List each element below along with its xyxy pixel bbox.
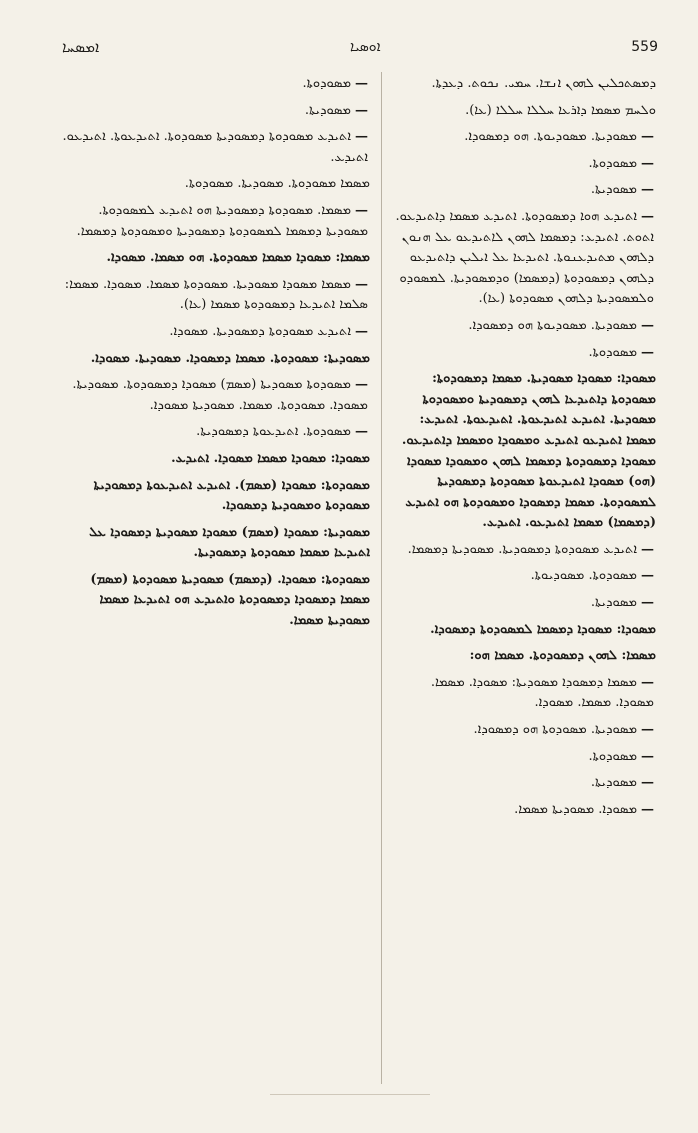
dictionary-entry bbox=[394, 720, 656, 741]
dictionary-entry bbox=[394, 620, 656, 641]
dictionary-entry bbox=[394, 74, 656, 95]
entry-text: ܡܣܘܕܘܬܐ. ܡܣܘܕܝܘܬܐ. bbox=[530, 568, 637, 584]
entry-text: ܡܣܘܕܘܬܐ. bbox=[588, 344, 637, 360]
entry-text: ܘܠܚܡ ܡܣܡܐ ܕܐܪܥܐ ܚܠܠܐ ܚܠܠܐ (ܥܐ). bbox=[465, 102, 656, 118]
entry-dash: — bbox=[641, 748, 654, 764]
entry-dash: — bbox=[355, 323, 368, 339]
dictionary-entry bbox=[394, 101, 656, 122]
entry-text: ܡܣܘܕܐ: ܡܣܘܕܐ ܕܡܣܡܐ ܠܡܣܘܕܘܬܐ ܕܡܣܘܕܐ. bbox=[430, 621, 656, 637]
entry-text: ܡܣܡܐ ܡܣܘܕܘܬܐ. ܡܣܘܕܝܬܐ. ܡܣܘܕܘܬܐ. bbox=[184, 176, 370, 192]
entry-dash: — bbox=[355, 76, 368, 91]
entry-text: ܡܣܘܕܝܬܐ. bbox=[590, 595, 637, 611]
dictionary-entry bbox=[394, 316, 656, 337]
dictionary-entry bbox=[394, 154, 656, 175]
entry-text: ܡܣܡܐ ܕܡܣܘܕܐ ܡܣܘܕܝܬܐ: ܡܣܘܕܐ. ܡܣܡܐ. ܡܣܘܕܐ. ܡܣܡܐ. ܡܣܘܕܐ. bbox=[430, 674, 654, 711]
dictionary-entry bbox=[62, 322, 370, 343]
dictionary-entry bbox=[394, 369, 656, 534]
entry-text: ܕܡܣܬܟܠܝܢ ܠܗܘܢ ܐܢܫܐ. ܚܡܝ. ܢܟܘܬ. ܕܥܕܬܐ. bbox=[431, 76, 656, 91]
entry-text: ܡܣܘܕܝܬܐ. ܡܣܘܕܝܘܬܐ ܗܘ ܕܡܣܘܕܐ. bbox=[468, 317, 637, 333]
entry-text: ܡܣܘܕܘܬܐ: ܡܣܘܕܐ (ܡܣܡ). ܐܬܝܕܥ ܐܬܝܕܥܘܬܐ ܕܡܣܘܕܝܬܐ ܡܣܘܕܘܬܐ ܘܡܣܘܕܝܬܐ ܕܡܣܘܕܐ. bbox=[93, 477, 370, 514]
dictionary-entry bbox=[394, 540, 656, 561]
entry-dash: — bbox=[641, 182, 654, 198]
entry-dash: — bbox=[641, 775, 654, 791]
entry-text: ܐܬܝܕܥ ܡܣܘܕܘܬܐ ܕܡܣܘܕܝܬܐ. ܡܣܘܕܝܬܐ ܕܡܣܡܐ. bbox=[407, 541, 637, 557]
entry-text: ܡܣܘܕܝܬܐ: ܡܣܘܕܐ (ܡܣܡ) ܡܣܘܕܐ ܡܣܘܕܝܬܐ ܕܡܣܘܕܐ ܥܠ ܐܬܝܕܥܐ ܡܣܡܐ ܡܣܘܕܘܬܐ ܕܡܣܘܕܝܬܐ. bbox=[89, 524, 370, 561]
dictionary-entry bbox=[394, 800, 656, 821]
entry-text: ܐܬܝܕܥ ܡܣܘܕܘܬܐ ܕܡܣܘܕܝܬܐ ܡܣܘܕܘܬܐ. ܐܬܝܕܥܘܬܐ. ܐܬܝܕܥܘ. ܐܬܝܕܥ. bbox=[62, 129, 368, 165]
entry-dash: — bbox=[355, 129, 368, 145]
entry-text: ܡܣܘܕܝܬܐ. bbox=[304, 102, 351, 118]
dictionary-entry bbox=[394, 773, 656, 794]
entry-text: ܡܣܘܕܝܬܐ: ܡܣܘܕܘܬܐ. ܡܣܡܐ ܕܡܣܘܕܐ. ܡܣܘܕܝܬܐ. ܡܣܘܕܐ. bbox=[90, 350, 370, 366]
entry-text: ܡܣܘܕܐ: ܡܣܘܕܐ ܡܣܡܐ ܡܣܘܕܐ. ܐܬܝܕܥ. bbox=[171, 450, 370, 466]
entry-dash: — bbox=[355, 202, 368, 218]
dictionary-entry bbox=[62, 127, 370, 168]
entry-dash: — bbox=[641, 722, 654, 738]
entry-text: ܡܣܘܕܝܬܐ. ܡܣܘܕܘܬܐ ܗܘ ܕܡܣܘܕܐ. bbox=[473, 722, 637, 738]
entry-text: ܡܣܡܐ: ܠܗܘܢ ܕܡܣܘܕܘܬܐ. ܡܣܡܐ ܗܘ: bbox=[469, 648, 656, 664]
entry-dash: — bbox=[641, 317, 654, 333]
entry-text: ܡܣܘܕܘܬܐ. bbox=[588, 155, 637, 171]
page-number: 559 bbox=[631, 39, 658, 55]
entry-dash: — bbox=[641, 208, 654, 224]
entry-dash: — bbox=[641, 674, 654, 690]
dictionary-entry bbox=[62, 174, 370, 195]
entry-dash: — bbox=[641, 568, 654, 584]
entry-text: ܡܣܘܕܐ. ܡܣܘܕܝܬܐ ܡܣܡܐ. bbox=[514, 801, 637, 817]
dictionary-entry bbox=[394, 127, 656, 148]
entry-dash: — bbox=[641, 344, 654, 360]
dictionary-entry bbox=[394, 673, 656, 714]
footer-rule bbox=[270, 1094, 430, 1095]
entry-text: ܡܣܘܕܘܬܐ: ܡܣܘܕܐ. (ܕܡܣܡ) ܡܣܘܕܝܬܐ ܡܣܘܕܘܬܐ (ܡܣܡ) ܡܣܡܐ ܕܡܣܘܕܐ ܕܡܣܘܕܘܬܐ ܘܐܬܝܕܥ ܗܘ ܐܬܝܕܥܐ ܡܣܡܐ ܡܣܘܕܝܬܐ ܡܣܡܐ. bbox=[90, 571, 370, 629]
dictionary-entry bbox=[394, 207, 656, 310]
header-center-word: ܐܘܣܝܐ bbox=[349, 39, 381, 55]
entry-text: ܡܣܘܕܘܬܐ. ܐܬܝܕܥܘܬܐ ܕܡܣܘܕܝܬܐ. bbox=[196, 424, 351, 440]
entry-dash: — bbox=[641, 801, 654, 817]
dictionary-entry bbox=[394, 747, 656, 768]
right-column bbox=[394, 74, 656, 826]
entry-text: ܐܬܝܕܥ ܗܘܐ ܕܡܣܘܕܘܬܐ. ܐܬܝܕܥ ܡܣܡܐ ܕܐܬܝܕܥܘ. ܐܬܘܬ. ܐܬܝܕܥ: ܕܡܣܡܐ ܠܗܘܢ ܠܐܬܝܕܥܘ ܥܠ ܗܢܘܢ ܕܠܗܘܢ ܡܬܝܕܥܢܘܬܐ. ܐܬܝܕܥܐ ܥܠ ܐܝܠܝܢ ܕܐܬܝܕܥܘ ܕܠܗܘܢ ܕܡܣܘܕܘܬܐ (ܕܡܣܡܐ) ܘܕܡܣܘܕܝܬܐ. ܠܡܣܘܕܘ ܘܠܡܣܘܕܝܬܐ ܕܠܗܘܢ ܡܣܘܕܘܬܐ (ܥܐ). bbox=[395, 208, 654, 307]
header-left-word: ܐܡܣܚܐ bbox=[62, 38, 100, 56]
dictionary-entry bbox=[394, 566, 656, 587]
entry-dash: — bbox=[641, 155, 654, 171]
dictionary-entry bbox=[394, 180, 656, 201]
entry-dash: — bbox=[641, 595, 654, 611]
entry-dash: — bbox=[355, 377, 368, 393]
entry-dash: — bbox=[641, 541, 654, 557]
running-header bbox=[62, 36, 658, 58]
entry-text: ܡܣܘܕܘܬܐ ܡܣܘܕܝܬܐ (ܡܣܡ) ܡܣܘܕܐ ܕܡܣܘܕܘܬܐ. ܡܣܘܕܝܬܐ. ܡܣܘܕܐ. ܡܣܘܕܘܬܐ. ܡܣܡܐ. ܡܣܘܕܝܬܐ ܡܣܘܕܐ. bbox=[72, 377, 368, 413]
dictionary-entry bbox=[394, 343, 656, 364]
entry-text: ܡܣܡܐ: ܡܣܘܕܐ ܡܣܡܐ ܡܣܘܕܘܬܐ. ܗܘ ܡܣܡܐ. ܡܣܘܕܐ. bbox=[106, 250, 370, 266]
entry-text: ܡܣܘܕܝܬܐ. ܡܣܘܕܝܘܬܐ. ܗܘ ܕܡܣܘܕܐ. bbox=[464, 129, 637, 145]
dictionary-entry bbox=[62, 349, 370, 370]
dictionary-entry bbox=[394, 646, 656, 667]
entry-text: ܡܣܘܕܘܬܐ. bbox=[302, 76, 351, 91]
dictionary-entry bbox=[62, 375, 370, 416]
column-divider bbox=[381, 72, 382, 1084]
dictionary-entry bbox=[62, 449, 370, 470]
entry-text: ܡܣܡܐ ܡܣܘܕܐ ܡܣܘܕܝܬܐ. ܡܣܘܕܘܬܐ ܡܣܡܐ. ܡܣܘܕܐ. ܡܣܡܐ: ܣܠܡܐ ܐܬܝܕܥܐ ܕܡܣܘܕܘܬܐ ܡܣܡܐ (ܥܐ). bbox=[64, 276, 368, 313]
entry-text: ܡܣܘܕܝܬܐ. bbox=[590, 775, 637, 791]
dictionary-entry bbox=[62, 523, 370, 564]
entry-text: ܡܣܡܐ. ܡܣܘܕܘܬܐ ܕܡܣܘܕܝܬܐ ܗܘ ܐܬܝܕܥ ܠܡܣܘܕܘܬܐ. ܡܣܘܕܝܬܐ ܕܡܣܡܐ ܠܡܣܘܕܘܬܐ ܕܡܣܘܕܝܬܐ ܘܡܣܘܕܘܬܐ ܕܡܣܡܐ. bbox=[76, 202, 368, 239]
entry-dash: — bbox=[355, 102, 368, 118]
entry-text: ܡܣܘܕܐ: ܡܣܘܕܐ ܡܣܘܕܝܬܐ. ܡܣܡܐ ܕܡܣܘܕܘܬܐ: ܡܣܘܕܘܬܐ ܕܐܬܝܕܥܐ ܠܗܘܢ ܕܡܣܘܕܝܬܐ ܘܡܣܘܕܘܬܐ ܡܣܘܕܝܬܐ. ܐܬܝܕܥ ܐܬܝܕܥܘܬܐ. ܐܬܝܕܥܘܬܐ. ܐܬܝܕܥ: ܡܣܡܐ ܐܬܝܕܥܘ ܐܬܝܕܥ ܘܡܣܘܕܐ ܘܡܣܡܐ ܕܐܬܝܕܥܘ. ܡܣܘܕܐ ܕܡܣܘܕܘܬܐ ܕܡܣܡܐ ܠܗܘܢ ܘܡܣܘܕܐ ܡܣܘܕܐ (ܗܘ) ܡܣܘܕܐ ܐܬܝܕܥܘܬܐ ܡܣܘܕܘܬܐ ܕܡܣܘܕܝܬܐ ܠܡܣܘܕܘܬܐ. ܡܣܡܐ ܕܡܣܘܕܐ ܘܡܣܘܕܘܬܐ ܗܘ ܐܬܝܕܥ (ܕܡܣܡܐ) ܡܣܡܐ ܐܬܝܕܥܘ. ܐܬܝܕܥ. bbox=[401, 371, 656, 531]
entry-dash: — bbox=[355, 424, 368, 440]
entry-text: ܡܣܘܕܝܬܐ. bbox=[590, 182, 637, 198]
dictionary-entry bbox=[62, 248, 370, 269]
dictionary-entry bbox=[62, 476, 370, 517]
dictionary-entry bbox=[62, 74, 370, 95]
dictionary-entry bbox=[62, 570, 370, 632]
dictionary-entry bbox=[62, 201, 370, 242]
dictionary-entry bbox=[62, 422, 370, 443]
dictionary-entry bbox=[394, 593, 656, 614]
entry-dash: — bbox=[641, 129, 654, 145]
entry-text: ܡܣܘܕܘܬܐ. bbox=[588, 748, 637, 764]
entry-dash: — bbox=[355, 276, 368, 292]
entry-text: ܐܬܝܕܥ ܡܣܘܕܘܬܐ ܕܡܣܘܕܝܬܐ. ܡܣܘܕܐ. bbox=[169, 323, 351, 339]
dictionary-entry bbox=[62, 101, 370, 122]
dictionary-entry bbox=[62, 275, 370, 316]
left-column bbox=[62, 74, 370, 638]
